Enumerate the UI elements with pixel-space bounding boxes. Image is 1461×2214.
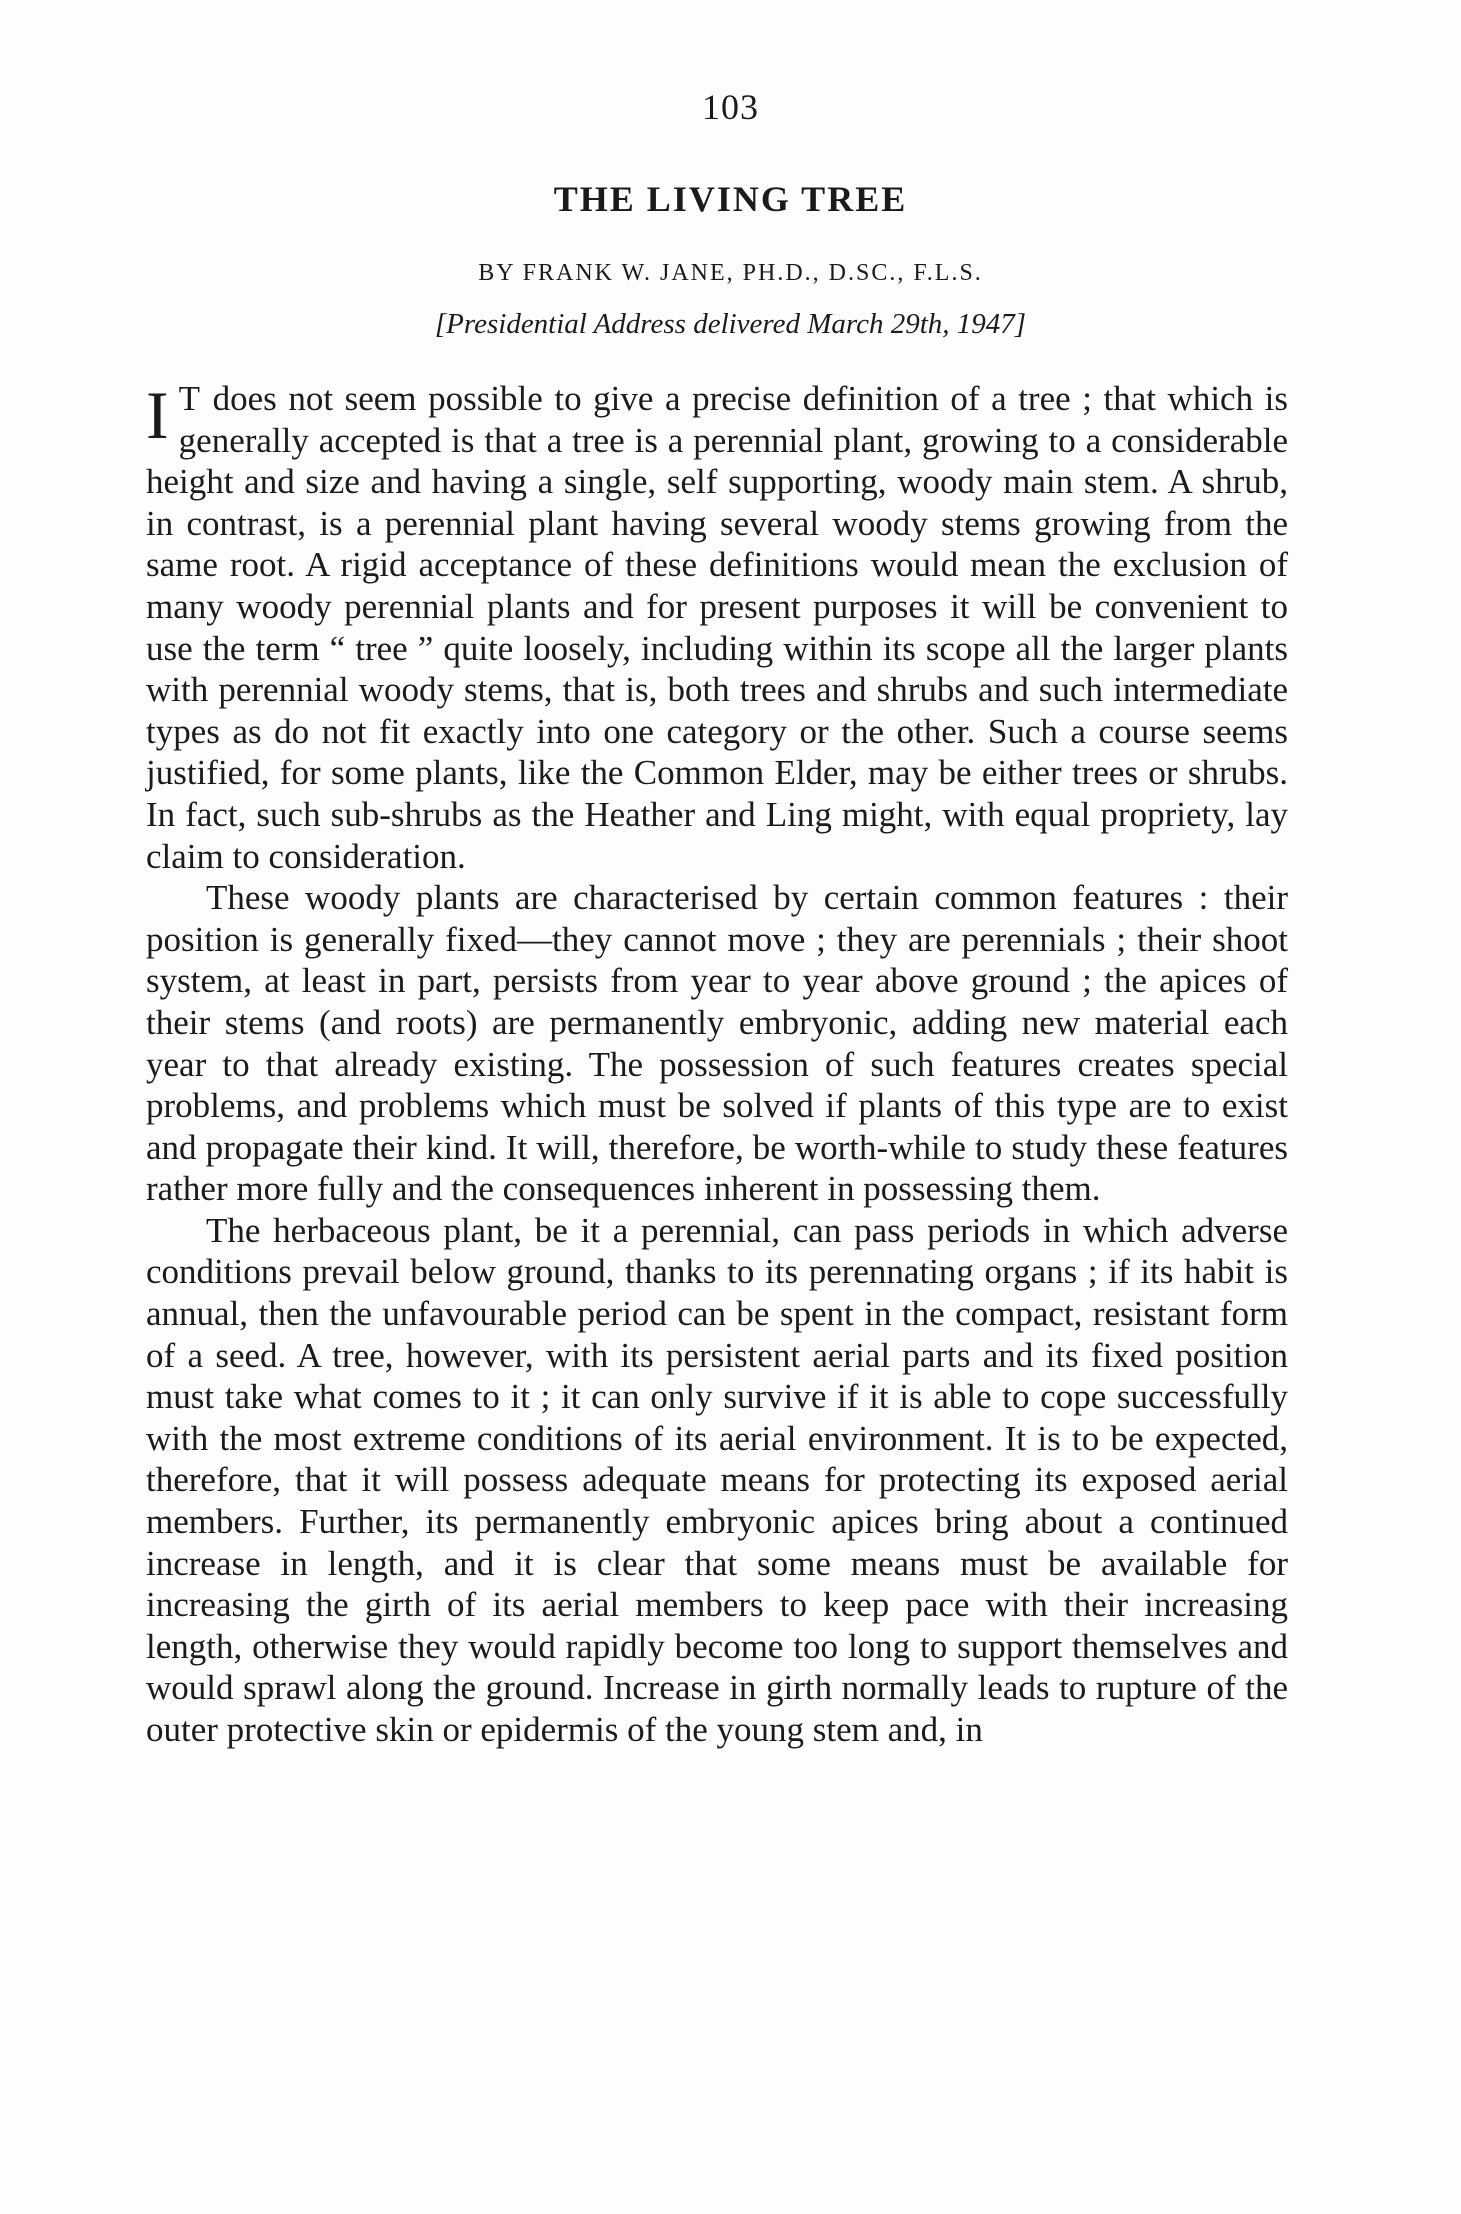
address-note: [Presidential Address delivered March 29th, 1947] — [434, 308, 1027, 340]
paragraph-1-lead: T — [178, 379, 202, 418]
paragraph-1-text: does not seem possible to give a precise definition of a tree ; that which is generally accepted is that a tree is a perennial plant, growing to a considerable height and size and having a single, self supporting, woody main stem. A shrub, in contrast, is a perennial plant having several woody stems growing from the same root. A rigid acceptance of these definitions would mean the exclusion of many woody perennial plants and for present purposes it will be convenient to use the term “ tree ” quite loosely, including within its scope all the larger plants with perennial woody stems, that is, both trees and shrubs and such intermediate types as do not fit exactly into one category or the other. Such a course seems justified, for some plants, like the Common Elder, may be either trees or shrubs. In fact, such sub-shrubs as the Heather and Ling might, with equal propriety, lay claim to consideration. — [146, 379, 1288, 876]
drop-cap: I — [146, 377, 169, 453]
paragraph-2: These woody plants are characterised by certain common features : their position is generally fixed—they cannot move ; they are perennials ; their shoot system, at least in part, persists from year to year above ground ; the apices of their stems (and roots) are permanently embryonic, adding new material each year to that already existing. The possession of such features creates special problems, and problems which must be solved if plants of this type are to exist and propagate their kind. It will, therefore, be worth-while to study these features rather more fully and the consequences inherent in possessing them. — [146, 878, 1288, 1209]
article-title: THE LIVING TREE — [553, 179, 908, 219]
page-number: 103 — [702, 87, 759, 127]
paragraph-1 — [146, 378, 1288, 877]
paragraph-3: The herbaceous plant, be it a perennial, can pass periods in which adverse conditions prevail below ground, thanks to its perennating organs ; if its habit is annual, then the unfavourable period can be spent in the compact, resistant form of a seed. A tree, however, with its persistent aerial parts and its fixed position must take what comes to it ; it can only survive if it is able to cope successfully with the most extreme conditions of its aerial environment. It is to be expected, therefore, that it will possess adequate means for protecting its exposed aerial members. Further, its permanently embryonic apices bring about a continued increase in length, and it is clear that some means must be available for increasing the girth of its aerial members to keep pace with their increasing length, otherwise they would rapidly become too long to support themselves and would sprawl along the ground. Increase in girth normally leads to rupture of the outer protective skin or epidermis of the young stem and, in — [146, 1210, 1288, 1749]
article-body — [146, 378, 1288, 1751]
author-byline: BY FRANK W. JANE, PH.D., D.SC., F.L.S. — [478, 260, 983, 286]
